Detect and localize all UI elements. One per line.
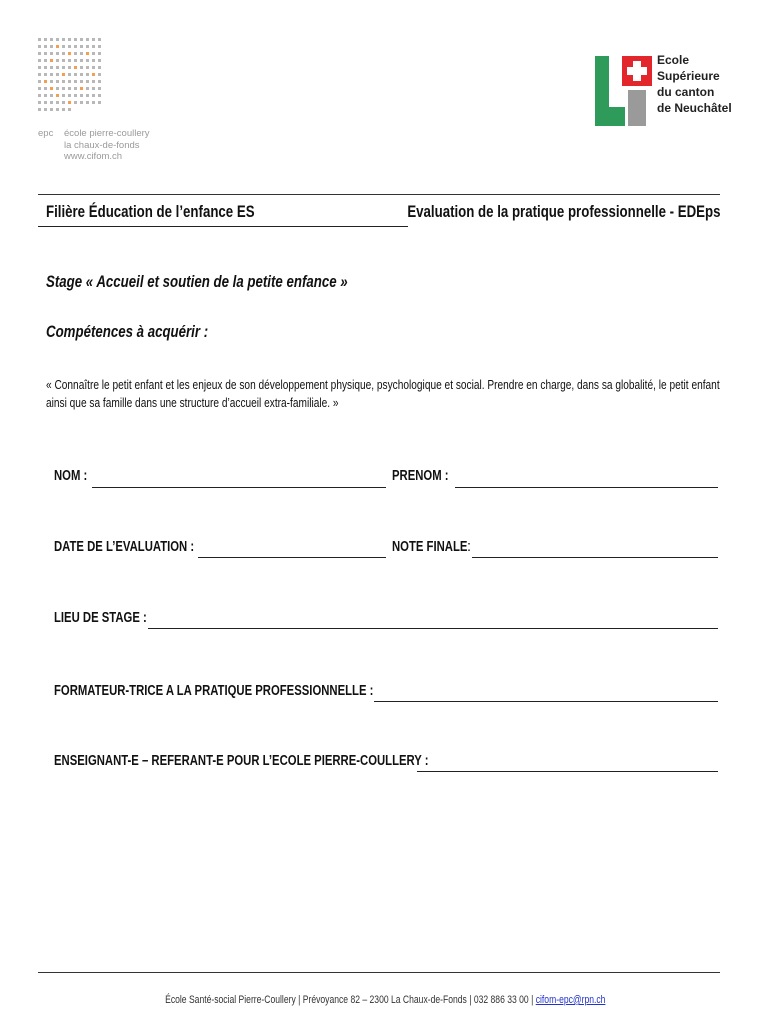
epc-logo-dot (98, 73, 101, 76)
epc-logo-dot (50, 38, 53, 41)
footer-line (165, 994, 605, 1006)
epc-logo-dot (38, 73, 41, 76)
epc-logo-dot (68, 108, 71, 111)
epc-logo-line: www.cifom.ch (64, 151, 123, 162)
epc-logo-dot (68, 87, 71, 90)
epc-logo-dot (74, 52, 77, 55)
epc-logo-dot (86, 38, 89, 41)
epc-logo-dot (44, 108, 47, 111)
epc-logo-dot (50, 59, 53, 62)
epc-logo-dot (74, 80, 77, 83)
epc-logo-dot (38, 52, 41, 55)
epc-logo-dot (38, 59, 41, 62)
epc-logo-dot (68, 45, 71, 48)
enseignant-field[interactable] (417, 771, 718, 772)
epc-logo-dot (98, 66, 101, 69)
epc-logo-dot (38, 80, 41, 83)
epc-logo-dot (56, 94, 59, 97)
epc-logo-abbr: epc (38, 128, 54, 139)
epc-logo-dot (38, 94, 41, 97)
epc-logo-dot (56, 73, 59, 76)
epc-logo-dot (50, 73, 53, 76)
epc-logo-dot (80, 101, 83, 104)
lieu-stage-field[interactable] (148, 628, 718, 629)
epc-logo-dot (92, 45, 95, 48)
epc-logo-dot (80, 45, 83, 48)
epc-logo-dot (44, 80, 47, 83)
esn-logo-line: Supérieure (657, 69, 720, 83)
header-left-underline (38, 226, 408, 227)
epc-logo-dot (68, 59, 71, 62)
epc-logo-dot (80, 73, 83, 76)
epc-logo-dot (98, 59, 101, 62)
formateur-label: FORMATEUR-TRICE A LA PRATIQUE PROFESSIONNELLE : (54, 683, 374, 699)
epc-logo-dot (80, 59, 83, 62)
epc-logo-dot (98, 45, 101, 48)
enseignant-label: ENSEIGNANT-E – REFERANT-E POUR L’ECOLE PIERRE-COULLERY : (54, 753, 429, 769)
lieu-stage-label: LIEU DE STAGE : (54, 610, 147, 626)
date-evaluation-label: DATE DE L’EVALUATION : (54, 539, 195, 555)
epc-logo-dot (68, 52, 71, 55)
epc-logo-dot (68, 101, 71, 104)
epc-logo-dot (86, 101, 89, 104)
epc-logo-text (64, 128, 150, 163)
competences-heading: Compétences à acquérir : (46, 322, 209, 341)
formateur-field[interactable] (374, 701, 718, 702)
epc-logo-dot (62, 59, 65, 62)
competences-text (46, 376, 770, 412)
epc-logo-dot (56, 80, 59, 83)
document-title: Evaluation de la pratique professionnelle - EDEps (406, 202, 720, 221)
footer (0, 994, 770, 1006)
epc-logo-dot (68, 94, 71, 97)
epc-logo-dot (50, 94, 53, 97)
esn-logo-green-foot (595, 107, 625, 126)
epc-logo-dot (50, 87, 53, 90)
prenom-label: PRENOM : (392, 468, 449, 484)
epc-logo-dot (74, 66, 77, 69)
esn-logo-text (657, 52, 732, 116)
epc-logo-dot (38, 87, 41, 90)
epc-logo-dot (50, 80, 53, 83)
epc-logo-dot (56, 101, 59, 104)
esn-logo-gray-bar (628, 90, 646, 126)
epc-logo-dot (98, 38, 101, 41)
epc-logo-dot (44, 59, 47, 62)
prenom-field[interactable] (455, 487, 718, 488)
epc-logo-dot (44, 101, 47, 104)
epc-logo-dot (86, 73, 89, 76)
epc-logo-dot (50, 66, 53, 69)
epc-logo-dot (86, 59, 89, 62)
epc-logo-dot (92, 87, 95, 90)
footer-address: École Santé-social Pierre-Coullery | Prévoyance 82 – 2300 La Chaux-de-Fonds | 032 886 33 00 | (164, 994, 534, 1006)
epc-logo-dot (50, 108, 53, 111)
epc-logo-dot (86, 45, 89, 48)
header-top-rule (38, 194, 720, 195)
esn-swiss-cross-logo (594, 52, 654, 130)
esn-logo-line: Ecole (657, 53, 690, 67)
epc-logo-dot (38, 45, 41, 48)
footer-rule (38, 972, 720, 973)
epc-logo-dot (98, 87, 101, 90)
epc-logo-dot (86, 66, 89, 69)
epc-logo-dot (86, 94, 89, 97)
epc-logo-dot (68, 80, 71, 83)
epc-logo-dot (92, 38, 95, 41)
epc-logo-dot (86, 87, 89, 90)
epc-logo-dot (62, 45, 65, 48)
epc-logo-dot (80, 38, 83, 41)
epc-logo-dot (98, 94, 101, 97)
program-title: Filière Éducation de l’enfance ES (46, 202, 255, 221)
epc-logo-dot (44, 87, 47, 90)
epc-logo-dot (86, 52, 89, 55)
epc-logo-dot (38, 38, 41, 41)
epc-logo-line: école pierre-coullery (64, 128, 150, 139)
esn-logo-line: du canton (657, 85, 715, 99)
competences-text-line: ainsi que sa famille dans une structure d’accueil extra-familiale. » (46, 395, 339, 410)
epc-logo-dot (86, 80, 89, 83)
epc-logo-dot (62, 80, 65, 83)
epc-logo-dot (62, 101, 65, 104)
note-finale-label: NOTE FINALE (392, 539, 468, 555)
epc-logo-dot (92, 94, 95, 97)
epc-logo-dot (50, 101, 53, 104)
epc-logo-dot (92, 80, 95, 83)
epc-logo-dot (38, 108, 41, 111)
epc-logo-dot (44, 45, 47, 48)
epc-logo-dot (92, 66, 95, 69)
epc-logo-dot (44, 73, 47, 76)
epc-logo-dot (74, 45, 77, 48)
esn-logo-line: de Neuchâtel (657, 101, 732, 115)
note-finale-field[interactable] (472, 557, 718, 558)
epc-logo-dot (56, 59, 59, 62)
epc-logo-dot (92, 73, 95, 76)
epc-logo-dot (80, 66, 83, 69)
epc-logo-dot (62, 73, 65, 76)
epc-logo-dot (44, 52, 47, 55)
nom-label: NOM : (54, 468, 88, 484)
nom-field[interactable] (92, 487, 386, 488)
epc-logo-dot (80, 52, 83, 55)
swiss-cross-icon-h (627, 67, 647, 75)
epc-logo-dot (92, 101, 95, 104)
epc-logo-dot (56, 52, 59, 55)
epc-logo-dot (68, 73, 71, 76)
epc-logo-dot (74, 59, 77, 62)
epc-logo-dot (92, 52, 95, 55)
date-evaluation-field[interactable] (198, 557, 386, 558)
epc-logo-dot (44, 38, 47, 41)
epc-logo-dot (98, 101, 101, 104)
epc-logo-dot (50, 45, 53, 48)
epc-logo-dot (62, 94, 65, 97)
epc-logo-dot (62, 38, 65, 41)
epc-logo-dot (56, 45, 59, 48)
stage-title: Stage « Accueil et soutien de la petite enfance » (46, 272, 348, 291)
epc-logo-dot (56, 87, 59, 90)
epc-logo-dot (74, 101, 77, 104)
epc-logo-dot (74, 38, 77, 41)
epc-logo-dot (62, 66, 65, 69)
epc-logo-dot (62, 108, 65, 111)
epc-logo-dot (74, 87, 77, 90)
epc-dot-grid-logo (38, 38, 108, 120)
epc-logo-line: la chaux-de-fonds (64, 139, 140, 151)
epc-logo-dot (68, 38, 71, 41)
epc-logo-dot (50, 52, 53, 55)
epc-logo-dot (80, 87, 83, 90)
epc-logo-dot (44, 94, 47, 97)
epc-logo-dot (98, 52, 101, 55)
epc-logo-dot (38, 101, 41, 104)
epc-logo-dot (80, 94, 83, 97)
epc-logo-dot (56, 38, 59, 41)
epc-logo-dot (56, 108, 59, 111)
epc-logo-dot (74, 73, 77, 76)
competences-text-line: « Connaître le petit enfant et les enjeux de son développement physique, psychologique et social. Prendre en charge, dans sa globalité, le petit enfant (46, 377, 720, 392)
epc-logo-dot (56, 66, 59, 69)
footer-email-link[interactable]: cifom-epc@rpn.ch (535, 994, 606, 1006)
epc-logo-dot (92, 59, 95, 62)
epc-logo-dot (98, 80, 101, 83)
epc-logo-dot (62, 87, 65, 90)
epc-logo-dot (38, 66, 41, 69)
epc-logo-dot (68, 66, 71, 69)
epc-logo-dot (74, 94, 77, 97)
epc-logo-dot (80, 80, 83, 83)
note-finale-colon: : (467, 539, 472, 555)
epc-logo-dot (62, 52, 65, 55)
epc-logo-dot (44, 66, 47, 69)
